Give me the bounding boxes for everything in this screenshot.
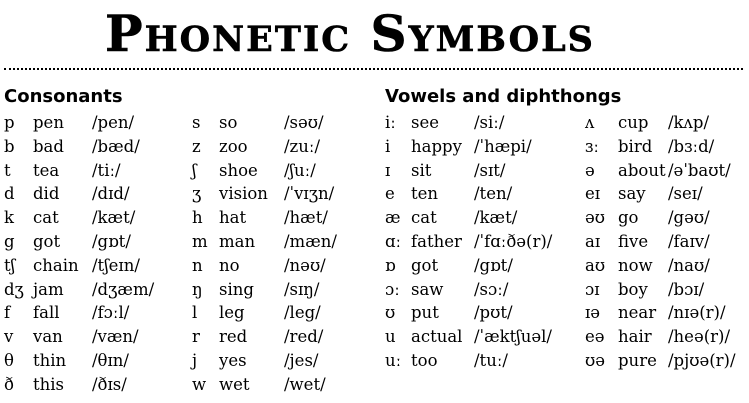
phonetic-symbol: ɜː: [585, 136, 599, 156]
example-word: sit: [411, 160, 432, 180]
ipa-transcription: /əˈbaʊt/: [668, 160, 731, 180]
ipa-transcription: /kʌp/: [668, 113, 710, 132]
vowels-heading: Vowels and diphthongs: [385, 86, 622, 107]
ipa-transcription: /gɒt/: [474, 255, 513, 275]
phonetic-symbol: ɪ: [385, 160, 391, 180]
phonetic-symbol: æ: [385, 208, 401, 228]
phonetic-symbol: p: [4, 113, 15, 132]
ipa-transcription: /dɪd/: [92, 184, 130, 204]
example-word: about: [618, 160, 666, 180]
phonetic-symbol: l: [192, 303, 198, 323]
phonetic-symbol: g: [4, 231, 15, 251]
example-word: this: [33, 374, 65, 394]
phonetic-symbol: ɒ: [385, 255, 396, 275]
phonetic-symbol: ʃ: [192, 160, 197, 180]
example-word: go: [618, 208, 639, 228]
phonetic-symbol: θ: [4, 350, 14, 370]
ipa-transcription: /siː/: [474, 113, 505, 132]
phonetic-symbol: aʊ: [585, 255, 606, 275]
example-word: cat: [411, 208, 437, 228]
example-word: did: [33, 184, 60, 204]
phonetic-symbol: d: [4, 184, 15, 204]
phonetic-symbol: ɑː: [385, 231, 402, 251]
phonetic-symbol: ə: [585, 160, 595, 180]
ipa-transcription: /tʃeɪn/: [92, 255, 140, 275]
ipa-transcription: /ten/: [474, 184, 513, 204]
example-word: leg: [219, 303, 245, 323]
example-word: say: [618, 184, 646, 204]
ipa-transcription: /mæn/: [284, 231, 337, 251]
example-word: sing: [219, 279, 254, 299]
ipa-transcription: /sɪŋ/: [284, 279, 320, 299]
phonetic-symbol: ʌ: [585, 113, 595, 132]
phonetic-symbol: h: [192, 208, 203, 228]
ipa-transcription: /wet/: [284, 374, 326, 394]
phonetic-symbol: ŋ: [192, 279, 203, 299]
phonetic-symbol: aɪ: [585, 231, 601, 251]
ipa-transcription: /pʊt/: [474, 303, 513, 323]
example-word: near: [618, 303, 657, 323]
ipa-transcription: /bæd/: [92, 136, 140, 156]
ipa-transcription: /kæt/: [92, 208, 136, 228]
ipa-transcription: /ˈæktʃuəl/: [474, 327, 552, 347]
phonetic-symbol: v: [4, 327, 14, 347]
example-word: hair: [618, 327, 652, 347]
phonetic-symbol: s: [192, 113, 201, 132]
ipa-transcription: /ˈhæpi/: [474, 136, 532, 156]
example-word: boy: [618, 279, 648, 299]
ipa-transcription: /pjʊə(r)/: [668, 350, 736, 370]
phonetic-symbol: tʃ: [4, 255, 16, 275]
page-title: Phonetic Symbols: [105, 4, 595, 63]
example-word: father: [411, 231, 462, 251]
phonetic-symbol: j: [192, 350, 198, 370]
ipa-transcription: /pen/: [92, 113, 135, 132]
ipa-transcription: /dʒæm/: [92, 279, 155, 299]
phonetic-symbol: k: [4, 208, 14, 228]
ipa-transcription: /ʃuː/: [284, 160, 316, 180]
ipa-transcription: /heə(r)/: [668, 327, 731, 347]
phonetic-symbol: r: [192, 327, 200, 347]
example-word: see: [411, 113, 439, 132]
example-word: cup: [618, 113, 649, 132]
phonetic-symbol: i: [385, 136, 391, 156]
example-word: ten: [411, 184, 439, 204]
phonetic-symbol: n: [192, 255, 203, 275]
example-word: wet: [219, 374, 250, 394]
example-word: vision: [219, 184, 268, 204]
phonetic-symbol: ð: [4, 374, 14, 394]
phonetic-symbol: əʊ: [585, 208, 605, 228]
example-word: thin: [33, 350, 67, 370]
ipa-transcription: /kæt/: [474, 208, 518, 228]
ipa-transcription: /ˈfɑːðə(r)/: [474, 231, 553, 251]
ipa-transcription: /ðɪs/: [92, 374, 127, 394]
ipa-transcription: /naʊ/: [668, 255, 710, 275]
ipa-transcription: /red/: [284, 327, 324, 347]
example-word: saw: [411, 279, 444, 299]
phonetic-symbol: e: [385, 184, 395, 204]
phonetic-symbol: ɔɪ: [585, 279, 600, 299]
example-word: now: [618, 255, 653, 275]
ipa-transcription: /sɔː/: [474, 279, 509, 299]
phonetic-symbol: w: [192, 374, 207, 394]
example-word: pure: [618, 350, 657, 370]
ipa-transcription: /nəʊ/: [284, 255, 326, 275]
consonants-heading: Consonants: [4, 86, 123, 107]
example-word: fall: [33, 303, 60, 323]
phonetic-symbol: ɔː: [385, 279, 400, 299]
phonetic-symbol: f: [4, 303, 11, 323]
ipa-transcription: /gəʊ/: [668, 208, 710, 228]
phonetic-symbol: z: [192, 136, 201, 156]
example-word: five: [618, 231, 649, 251]
phonetic-symbol: dʒ: [4, 279, 24, 299]
example-word: man: [219, 231, 256, 251]
ipa-transcription: /hæt/: [284, 208, 328, 228]
phonetic-symbol: t: [4, 160, 11, 180]
phonetic-symbol: ʒ: [192, 184, 202, 204]
example-word: so: [219, 113, 238, 132]
ipa-transcription: /jes/: [284, 350, 319, 370]
dotted-divider: [4, 68, 743, 70]
example-word: chain: [33, 255, 79, 275]
example-word: got: [33, 231, 61, 251]
phonetic-symbol: eɪ: [585, 184, 601, 204]
example-word: yes: [219, 350, 247, 370]
ipa-transcription: /faɪv/: [668, 231, 710, 251]
example-word: jam: [33, 279, 64, 299]
ipa-transcription: /tiː/: [92, 160, 121, 180]
example-word: hat: [219, 208, 247, 228]
phonetic-symbol: b: [4, 136, 15, 156]
example-word: got: [411, 255, 439, 275]
example-word: cat: [33, 208, 59, 228]
ipa-transcription: /zuː/: [284, 136, 320, 156]
example-word: bad: [33, 136, 64, 156]
example-word: shoe: [219, 160, 258, 180]
example-word: pen: [33, 113, 64, 132]
example-word: red: [219, 327, 248, 347]
phonetic-symbol: ɪə: [585, 303, 601, 323]
example-word: too: [411, 350, 438, 370]
example-word: actual: [411, 327, 463, 347]
ipa-transcription: /səʊ/: [284, 113, 324, 132]
ipa-transcription: /θɪn/: [92, 350, 129, 370]
phonetic-symbol: ʊə: [585, 350, 605, 370]
ipa-transcription: /væn/: [92, 327, 139, 347]
phonetic-symbol: eə: [585, 327, 605, 347]
phonetic-symbol: u: [385, 327, 396, 347]
example-word: put: [411, 303, 439, 323]
phonetic-symbol: ʊ: [385, 303, 396, 323]
example-word: happy: [411, 136, 462, 156]
ipa-transcription: /tuː/: [474, 350, 508, 370]
ipa-transcription: /fɔːl/: [92, 303, 130, 323]
example-word: van: [33, 327, 63, 347]
phonetic-symbol: m: [192, 231, 208, 251]
ipa-transcription: /leg/: [284, 303, 321, 323]
phonetic-symbol: uː: [385, 350, 402, 370]
ipa-transcription: /nɪə(r)/: [668, 303, 726, 323]
ipa-transcription: /bɔɪ/: [668, 279, 705, 299]
ipa-transcription: /bɜːd/: [668, 136, 715, 156]
example-word: zoo: [219, 136, 248, 156]
example-word: no: [219, 255, 240, 275]
example-word: bird: [618, 136, 653, 156]
ipa-transcription: /sɪt/: [474, 160, 506, 180]
ipa-transcription: /gɒt/: [92, 231, 131, 251]
phonetic-symbol: iː: [385, 113, 396, 132]
ipa-transcription: /seɪ/: [668, 184, 703, 204]
ipa-transcription: /ˈvɪʒn/: [284, 184, 335, 204]
example-word: tea: [33, 160, 60, 180]
